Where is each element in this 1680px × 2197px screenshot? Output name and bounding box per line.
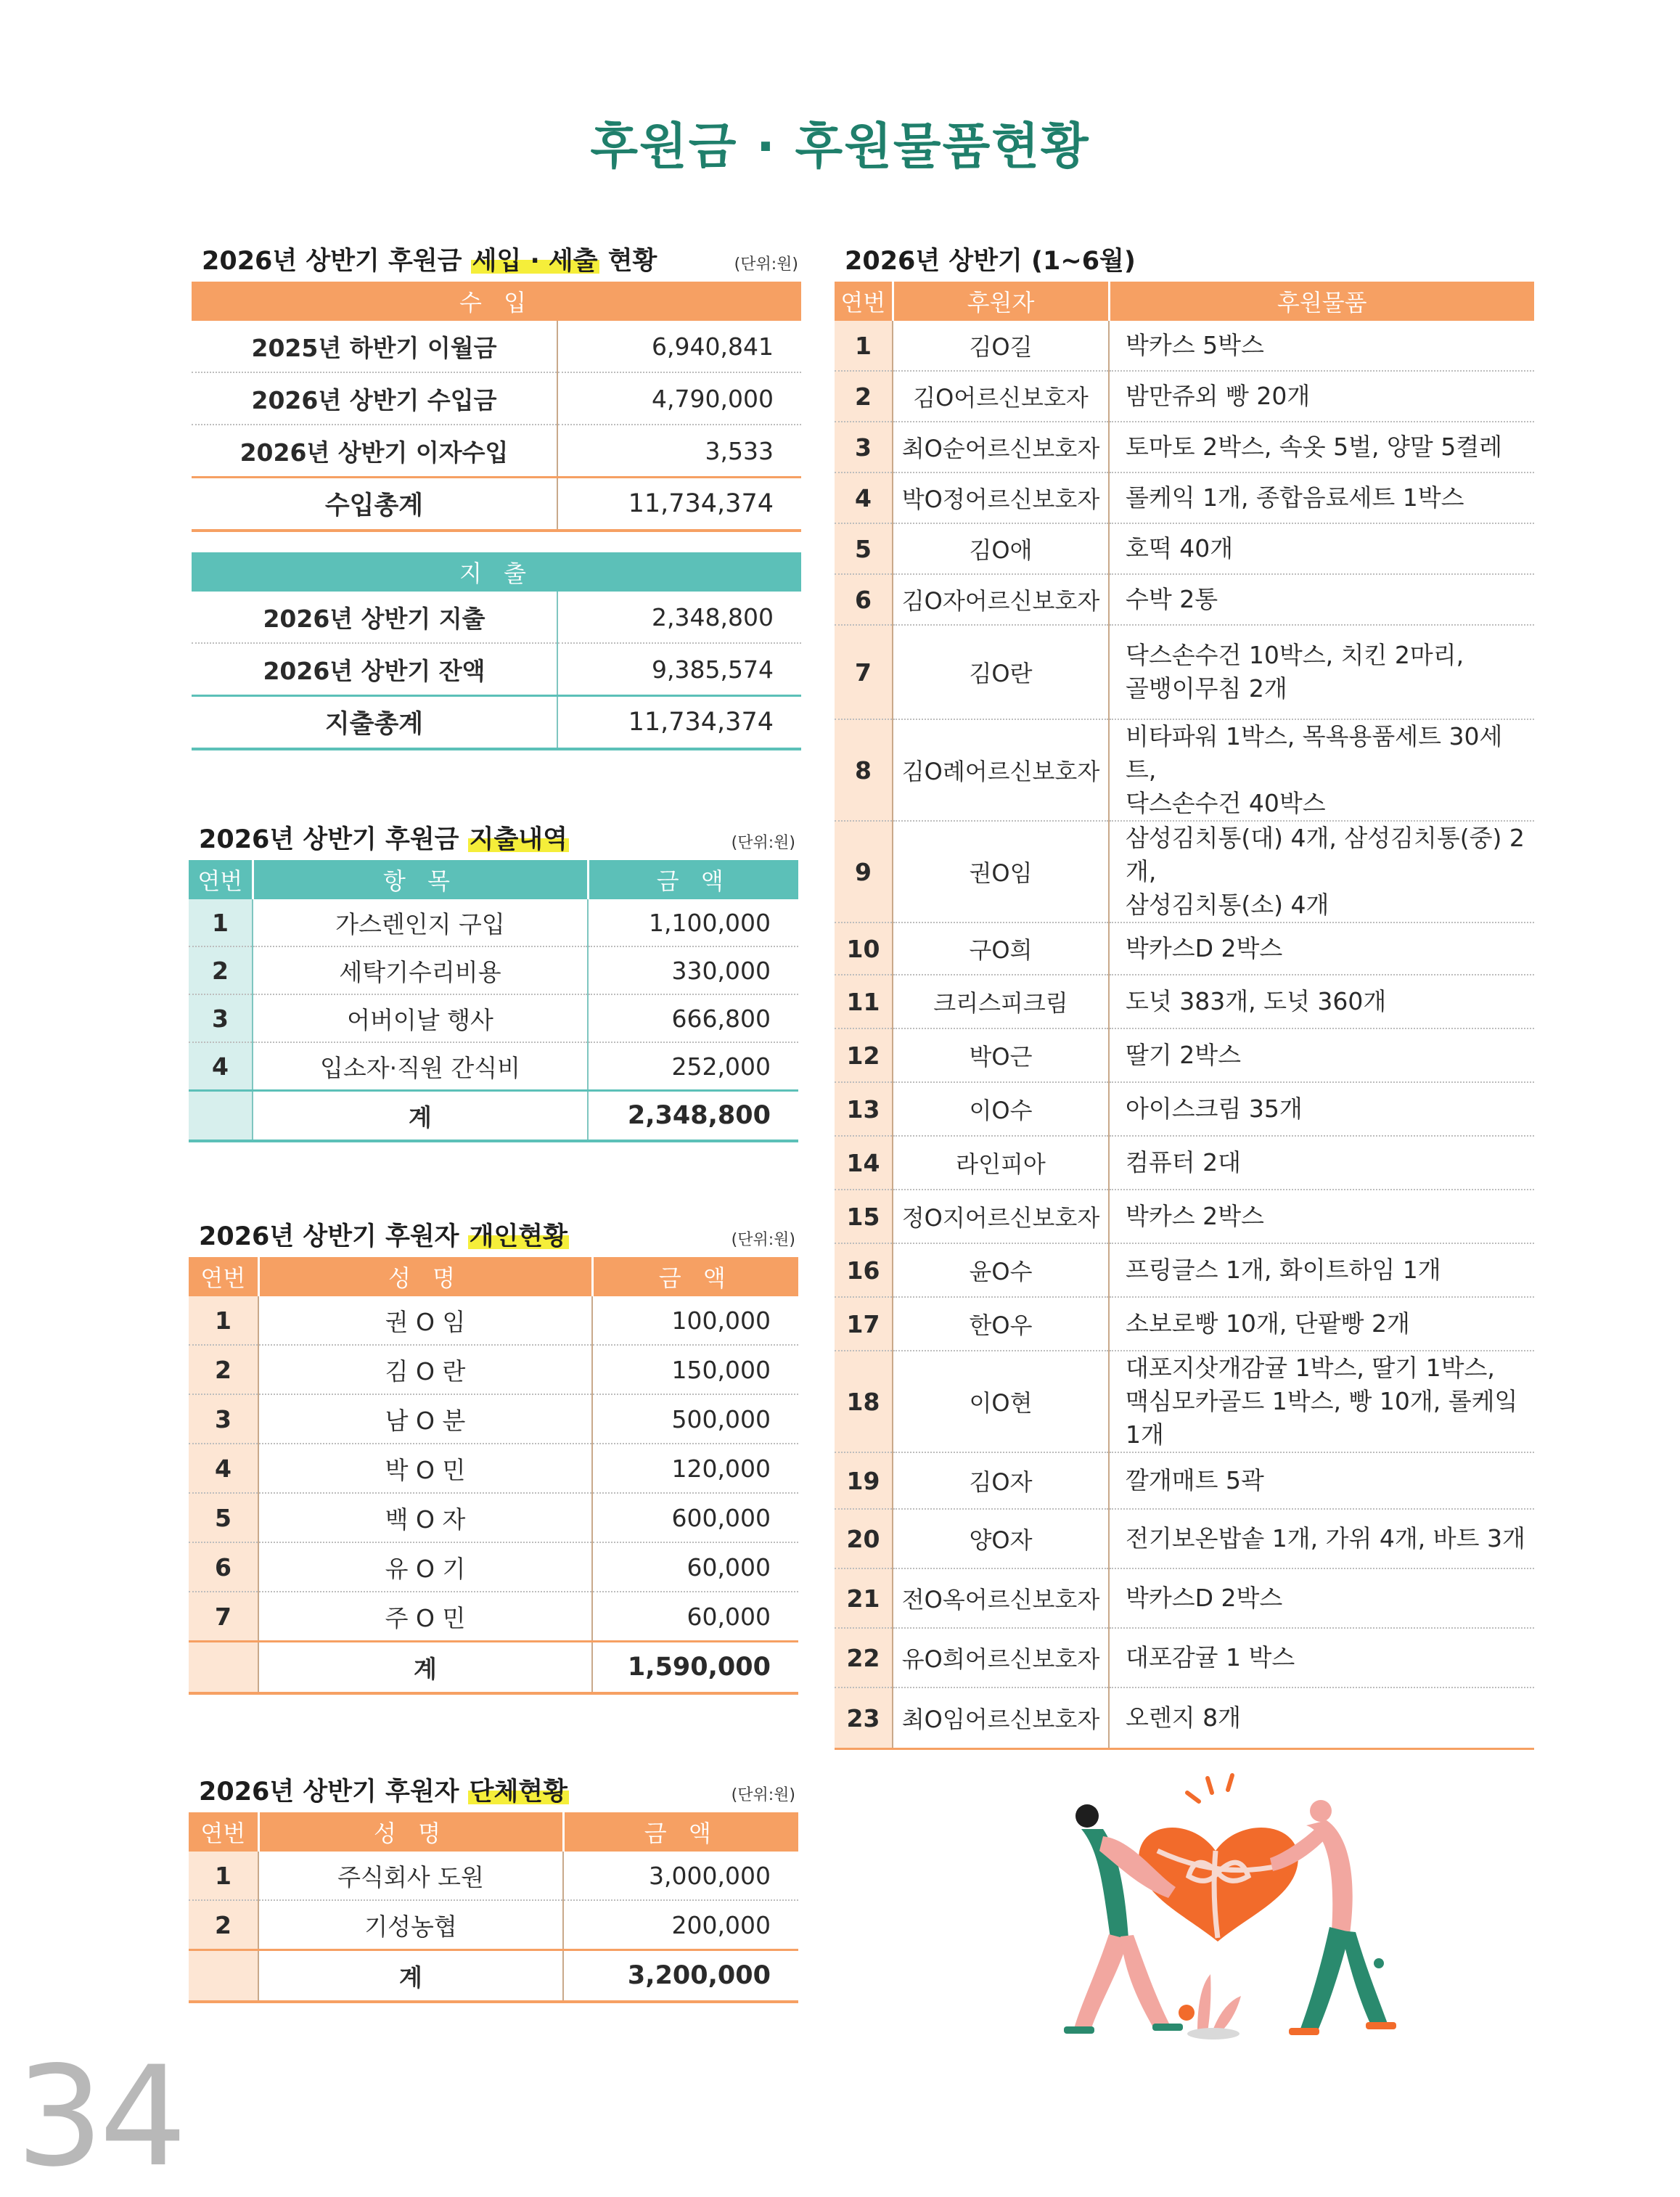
group-section [189,1769,798,2003]
total-value: 11,734,374 [557,478,801,531]
row-label: 2026년 상반기 잔액 [192,643,557,696]
gift-row [835,625,1534,719]
seq-header: 연번 [189,1257,258,1296]
row-item: 세탁기수리비용 [253,946,588,994]
page-title: 후원금 · 후원물품현황 [590,118,1090,176]
row-seq: 2 [835,371,893,422]
row-donor: 윤O수 [893,1243,1109,1297]
row-amount: 600,000 [592,1493,798,1542]
row-amount: 3,000,000 [563,1852,798,1900]
row-donor: 한O우 [893,1297,1109,1351]
row-seq: 21 [835,1568,893,1628]
row-seq: 1 [189,899,253,946]
row-items [1109,719,1534,821]
row-donor: 김O어르신보호자 [893,371,1109,422]
row-amount: 666,800 [588,994,798,1042]
table-row [192,321,801,372]
row-seq: 6 [189,1542,258,1592]
row-seq: 16 [835,1243,893,1297]
gift-row [835,1136,1534,1190]
row-items [1109,922,1534,975]
items-line: 수박 2통 [1126,585,1218,613]
total-amount: 2,348,800 [588,1091,798,1142]
row-items [1109,574,1534,625]
gift-row [835,719,1534,821]
row-items [1109,975,1534,1028]
items-line: 박카스D 2박스 [1126,934,1283,962]
row-name: 남 O 분 [258,1394,592,1444]
items-line: 도넛 383개, 도넛 360개 [1126,987,1387,1015]
gift-row [835,472,1534,523]
table-row [189,1542,798,1592]
total-label: 계 [258,1950,563,2002]
row-amount: 1,100,000 [588,899,798,946]
row-amount: 60,000 [592,1542,798,1592]
row-seq: 7 [189,1592,258,1642]
total-label: 지출총계 [192,696,557,750]
unit-label: (단위:원) [731,1786,795,1804]
row-value: 2,348,800 [557,592,801,643]
items-line: 닥스손수건 10박스, 치킨 2마리, [1126,641,1464,669]
row-items [1109,1028,1534,1082]
row-donor: 이O수 [893,1082,1109,1136]
row-seq: 4 [189,1444,258,1493]
gift-row [835,1687,1534,1749]
row-seq: 15 [835,1190,893,1243]
table-row [192,643,801,696]
table-row [189,994,798,1042]
spending-title: 2026년 상반기 후원금 지출내역 [199,825,567,854]
row-donor: 정O지어르신보호자 [893,1190,1109,1243]
row-donor: 권O임 [893,821,1109,922]
row-amount: 150,000 [592,1345,798,1394]
row-seq: 6 [835,574,893,625]
table-row [189,1042,798,1091]
row-name: 주 O 민 [258,1592,592,1642]
items-line: 삼성김치통(소) 4개 [1126,891,1329,919]
gift-row [835,371,1534,422]
table-row [192,372,801,425]
row-seq: 2 [189,1345,258,1394]
row-items [1109,1568,1534,1628]
row-items [1109,1136,1534,1190]
group-title: 2026년 상반기 후원자 단체현황 [199,1777,567,1807]
items-line: 딸기 2박스 [1126,1041,1241,1069]
row-donor: 구O희 [893,922,1109,975]
row-seq: 8 [835,719,893,821]
row-name: 권 O 임 [258,1296,592,1345]
table-row [189,899,798,946]
donor-header: 후원자 [893,282,1109,321]
row-items [1109,371,1534,422]
row-name: 김 O 란 [258,1345,592,1394]
row-item: 어버이날 행사 [253,994,588,1042]
item-header: 항 목 [253,860,588,899]
row-items [1109,523,1534,574]
row-donor: 양O자 [893,1509,1109,1568]
seq-header: 연번 [189,860,253,899]
individual-heading [189,1214,798,1257]
individual-title: 2026년 상반기 후원자 개인현황 [199,1222,567,1251]
table-row [189,1900,798,1950]
row-items [1109,1452,1534,1509]
items-line: 박카스D 2박스 [1126,1584,1283,1612]
row-seq: 5 [189,1493,258,1542]
table-row [189,946,798,994]
gift-row [835,1190,1534,1243]
row-items [1109,1509,1534,1568]
row-seq: 1 [835,321,893,371]
income-table [192,282,801,532]
gift-row [835,1509,1534,1568]
spending-section [189,817,798,1142]
gift-row [835,1297,1534,1351]
row-label: 2026년 상반기 이자수입 [192,425,557,478]
seq-header: 연번 [835,282,893,321]
row-donor: 김O애 [893,523,1109,574]
row-donor: 박O정어르신보호자 [893,472,1109,523]
row-donor: 박O근 [893,1028,1109,1082]
row-donor: 이O현 [893,1351,1109,1452]
row-items [1109,422,1534,472]
gift-row [835,574,1534,625]
table-row [189,1493,798,1542]
total-amount: 3,200,000 [563,1950,798,2002]
income-header: 수 입 [192,282,801,321]
row-seq: 3 [189,1394,258,1444]
items-line: 비타파워 1박스, 목욕용품세트 30세트, [1126,722,1503,784]
unit-label: (단위:원) [731,1231,795,1249]
row-seq: 14 [835,1136,893,1190]
income-expense-section [192,238,801,750]
row-seq: 13 [835,1082,893,1136]
row-amount: 120,000 [592,1444,798,1493]
gift-row [835,1568,1534,1628]
total-amount: 1,590,000 [592,1642,798,1694]
row-name: 기성농협 [258,1900,563,1950]
total-row [189,1091,798,1142]
items-line: 대포지삿개감귤 1박스, 딸기 1박스, [1126,1354,1495,1382]
row-name: 백 O 자 [258,1493,592,1542]
gift-row [835,1082,1534,1136]
items-line: 토마토 2박스, 속옷 5벌, 양말 5켤레 [1126,433,1502,461]
row-seq: 2 [189,1900,258,1950]
row-donor: 라인피아 [893,1136,1109,1190]
income-total-row [192,478,801,531]
row-items [1109,1082,1534,1136]
total-label: 계 [258,1642,592,1694]
items-line: 박카스 2박스 [1126,1202,1264,1230]
row-amount: 100,000 [592,1296,798,1345]
expense-table [192,552,801,750]
row-seq: 1 [189,1296,258,1345]
amount-header: 금 액 [563,1812,798,1852]
row-seq: 18 [835,1351,893,1452]
gift-row [835,321,1534,371]
row-name: 주식회사 도원 [258,1852,563,1900]
row-seq: 4 [189,1042,253,1091]
row-label: 2026년 상반기 지출 [192,592,557,643]
items-line: 소보로빵 10개, 단팥빵 2개 [1126,1309,1410,1338]
row-donor: 김O자 [893,1452,1109,1509]
items-line: 삼성김치통(대) 4개, 삼성김치통(중) 2개, [1126,824,1525,885]
row-value: 4,790,000 [557,372,801,425]
row-seq: 1 [189,1852,258,1900]
income-expense-title: 2026년 상반기 후원금 세입 · 세출 현황 [202,247,657,276]
row-items [1109,1297,1534,1351]
group-table [189,1812,798,2003]
row-value: 3,533 [557,425,801,478]
spending-table [189,860,798,1142]
row-seq: 12 [835,1028,893,1082]
row-seq: 5 [835,523,893,574]
row-items [1109,1628,1534,1687]
table-row [189,1592,798,1642]
gift-row [835,1628,1534,1687]
row-name: 박 O 민 [258,1444,592,1493]
row-seq: 2 [189,946,253,994]
gift-row [835,1028,1534,1082]
row-items [1109,1687,1534,1749]
gift-row [835,922,1534,975]
gifts-section [835,238,1534,1750]
total-label: 수입총계 [192,478,557,531]
row-items [1109,1243,1534,1297]
items-line: 골뱅이무침 2개 [1126,674,1287,703]
gifts-table [835,282,1534,1750]
items-line: 박카스 5박스 [1126,331,1264,359]
total-row [189,1950,798,2002]
row-seq: 22 [835,1628,893,1687]
table-row [189,1296,798,1345]
gift-heart-exchange-illustration [1030,1771,1408,2047]
total-seq [189,1642,258,1694]
gift-row [835,975,1534,1028]
items-line: 전기보온밥솥 1개, 가위 4개, 바트 3개 [1126,1524,1525,1552]
name-header: 성 명 [258,1812,563,1852]
items-line: 아이스크림 35개 [1126,1095,1303,1123]
total-value: 11,734,374 [557,696,801,750]
total-seq [189,1091,253,1142]
items-line: 프링글스 1개, 화이트하임 1개 [1126,1256,1441,1284]
person-right-icon [1270,1800,1396,2035]
sparkle-icon [1187,1775,1232,1801]
income-expense-heading [192,238,801,282]
amount-header: 금 액 [588,860,798,899]
gift-row [835,821,1534,922]
row-value: 6,940,841 [557,321,801,372]
items-line: 호떡 40개 [1126,534,1234,562]
table-row [189,1444,798,1493]
row-seq: 3 [189,994,253,1042]
items-header: 후원물품 [1109,282,1534,321]
unit-label: (단위:원) [731,834,795,852]
title-highlight: 개인현황 [469,1222,567,1251]
individual-section [189,1214,798,1695]
row-item: 입소자·직원 간식비 [253,1042,588,1091]
individual-table [189,1257,798,1695]
row-items [1109,821,1534,922]
table-row [189,1852,798,1900]
row-label: 2025년 하반기 이월금 [192,321,557,372]
items-line: 대포감귤 1 박스 [1126,1643,1295,1672]
row-amount: 330,000 [588,946,798,994]
gift-row [835,523,1534,574]
row-donor: 김O례어르신보호자 [893,719,1109,821]
gift-row [835,1351,1534,1452]
total-seq [189,1950,258,2002]
gift-row [835,422,1534,472]
gifts-heading [835,238,1534,282]
gifts-title: 2026년 상반기 (1~6월) [845,247,1136,276]
items-line: 맥심모카골드 1박스, 빵 10개, 롤케잌 1개 [1126,1387,1518,1449]
row-seq: 23 [835,1687,893,1749]
row-items [1109,321,1534,371]
total-label: 계 [253,1091,588,1142]
items-line: 깔개매트 5곽 [1126,1466,1264,1494]
row-items [1109,1351,1534,1452]
row-seq: 20 [835,1509,893,1568]
row-seq: 10 [835,922,893,975]
row-items [1109,625,1534,719]
table-row [192,592,801,643]
spending-heading [189,817,798,860]
row-seq: 3 [835,422,893,472]
row-donor: 최O임어르신보호자 [893,1687,1109,1749]
row-items [1109,472,1534,523]
row-seq: 17 [835,1297,893,1351]
items-line: 컴퓨터 2대 [1126,1148,1241,1177]
items-line: 닥스손수건 40박스 [1126,789,1326,817]
row-seq: 9 [835,821,893,922]
gift-row [835,1243,1534,1297]
expense-header: 지 출 [192,552,801,592]
row-seq: 19 [835,1452,893,1509]
row-donor: 크리스피크림 [893,975,1109,1028]
plant-icon [1179,1974,1241,2040]
title-highlight: 세입 · 세출 [472,247,598,276]
unit-label: (단위:원) [734,255,798,274]
row-amount: 252,000 [588,1042,798,1091]
gift-row [835,1452,1534,1509]
row-amount: 60,000 [592,1592,798,1642]
name-header: 성 명 [258,1257,592,1296]
row-name: 유 O 기 [258,1542,592,1592]
amount-header: 금 액 [592,1257,798,1296]
page-number: 34 [16,2037,183,2197]
title-highlight: 단체현황 [469,1777,567,1807]
title-highlight: 지출내역 [469,825,567,854]
total-row [189,1642,798,1694]
row-amount: 200,000 [563,1900,798,1950]
table-row [192,425,801,478]
items-line: 롤케익 1개, 종합음료세트 1박스 [1126,483,1464,512]
row-label: 2026년 상반기 수입금 [192,372,557,425]
row-donor: 김O란 [893,625,1109,719]
row-donor: 유O희어르신보호자 [893,1628,1109,1687]
items-line: 밤만쥬외 빵 20개 [1126,382,1311,410]
row-seq: 11 [835,975,893,1028]
group-heading [189,1769,798,1812]
row-seq: 7 [835,625,893,719]
items-line: 오렌지 8개 [1126,1703,1241,1732]
table-row [189,1345,798,1394]
seq-header: 연번 [189,1812,258,1852]
row-donor: 김O길 [893,321,1109,371]
row-donor: 전O옥어르신보호자 [893,1568,1109,1628]
table-row [189,1394,798,1444]
row-seq: 4 [835,472,893,523]
row-item: 가스렌인지 구입 [253,899,588,946]
row-donor: 김O자어르신보호자 [893,574,1109,625]
row-items [1109,1190,1534,1243]
row-value: 9,385,574 [557,643,801,696]
row-donor: 최O순어르신보호자 [893,422,1109,472]
expense-total-row [192,696,801,750]
row-amount: 500,000 [592,1394,798,1444]
